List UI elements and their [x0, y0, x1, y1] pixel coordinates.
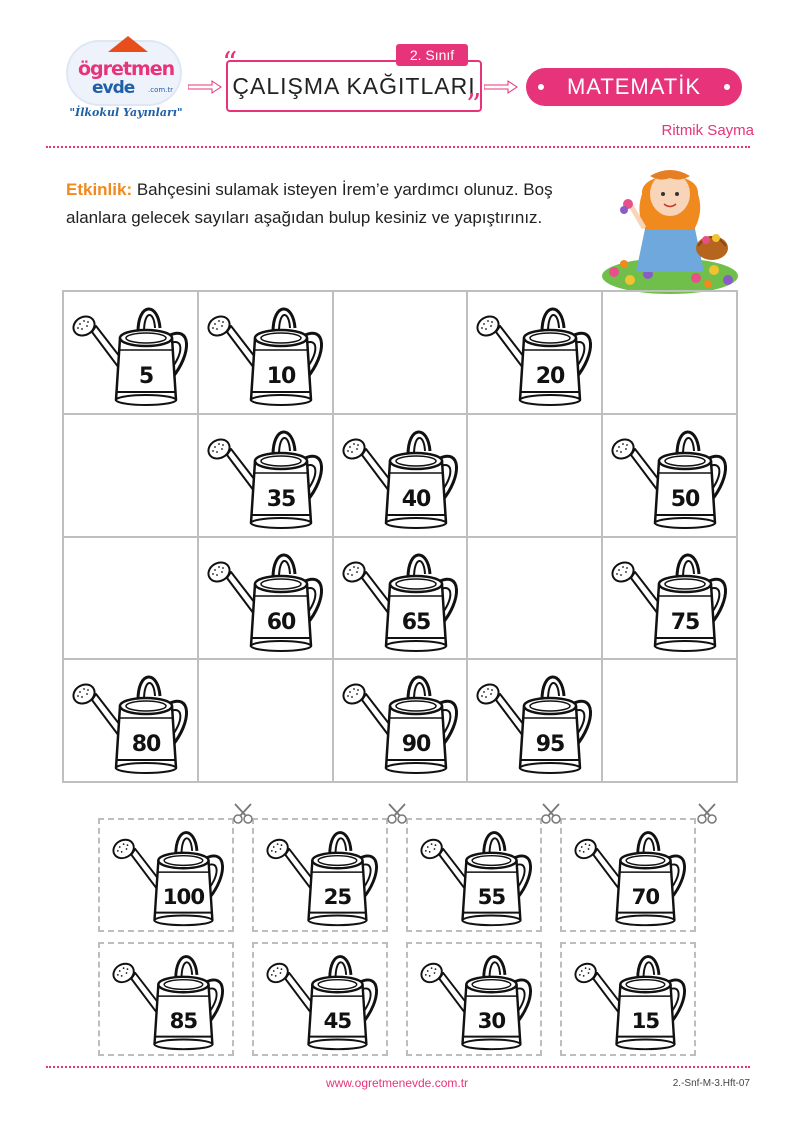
grid-cell — [198, 537, 333, 660]
cutout-card[interactable] — [560, 942, 696, 1056]
arrow-right-icon — [188, 80, 222, 94]
watering-can-icon — [106, 944, 230, 1054]
quote-open-icon: “ — [222, 46, 238, 81]
subject-label: MATEMATİK — [566, 74, 702, 99]
cutout-card[interactable] — [406, 942, 542, 1056]
watering-can-icon — [203, 296, 327, 410]
watering-can-icon — [68, 296, 192, 410]
can-number: 70 — [631, 884, 660, 910]
girl-with-flowers-illustration — [600, 164, 740, 296]
watering-can-icon — [338, 542, 462, 656]
can-number: 60 — [266, 609, 296, 635]
can-number: 30 — [477, 1008, 506, 1034]
website-link[interactable]: www.ogretmenevde.com.tr — [325, 1076, 469, 1090]
bullet-icon — [538, 84, 544, 90]
bullet-icon — [724, 84, 730, 90]
can-number: 45 — [323, 1008, 352, 1034]
number-sequence-grid — [62, 290, 738, 783]
grid-cell — [63, 291, 198, 414]
subject-badge — [526, 68, 742, 106]
empty-grid-cell[interactable] — [333, 291, 468, 414]
can-number: 80 — [131, 732, 161, 758]
empty-grid-cell[interactable] — [602, 291, 737, 414]
logo-roof — [108, 36, 148, 52]
empty-grid-cell[interactable] — [63, 414, 198, 537]
topic-label: Ritmik Sayma — [661, 122, 754, 139]
grid-cell — [467, 291, 602, 414]
grid-cell — [198, 291, 333, 414]
quote-close-icon: ” — [466, 88, 482, 123]
empty-grid-cell[interactable] — [63, 537, 198, 660]
grid-cell — [602, 414, 737, 537]
grid-cell — [602, 537, 737, 660]
cutout-card[interactable] — [252, 818, 388, 932]
can-number: 95 — [536, 732, 565, 758]
arrow-right-icon — [484, 80, 518, 94]
empty-grid-cell[interactable] — [198, 659, 333, 782]
publisher-logo — [64, 36, 186, 128]
can-number: 90 — [401, 732, 430, 758]
can-number: 10 — [266, 364, 296, 389]
watering-can-icon — [260, 944, 384, 1054]
watering-can-icon — [472, 664, 596, 778]
can-number: 40 — [401, 486, 430, 512]
can-number: 25 — [323, 884, 352, 910]
watering-can-icon — [568, 820, 692, 930]
scissors-icon — [696, 802, 720, 824]
activity-instruction — [66, 176, 586, 232]
grid-cell — [333, 414, 468, 537]
can-number: 35 — [266, 486, 296, 512]
watering-can-icon — [414, 820, 538, 930]
watering-can-icon — [607, 542, 731, 656]
watering-can-icon — [68, 664, 192, 778]
grid-cell — [333, 537, 468, 660]
can-number: 5 — [138, 364, 154, 389]
cutout-card[interactable] — [252, 942, 388, 1056]
logo-tagline: "İlkokul Yayınları" — [69, 106, 183, 119]
watering-can-icon — [106, 820, 230, 930]
can-number: 55 — [477, 884, 506, 910]
grid-cell — [333, 659, 468, 782]
empty-grid-cell[interactable] — [467, 537, 602, 660]
watering-can-icon — [472, 296, 596, 410]
logo-domain: .com.tr — [148, 86, 174, 94]
can-number: 20 — [536, 364, 565, 389]
watering-can-icon — [203, 542, 327, 656]
cutout-card[interactable] — [98, 818, 234, 932]
can-number: 100 — [162, 884, 205, 910]
can-number: 75 — [670, 609, 700, 635]
footer-divider — [46, 1066, 750, 1068]
logo-sub-text: evde — [92, 78, 135, 98]
grid-cell — [467, 659, 602, 782]
watering-can-icon — [260, 820, 384, 930]
worksheet-title-box — [226, 60, 482, 112]
grade-badge: 2. Sınıf — [396, 44, 468, 66]
can-number: 65 — [401, 609, 430, 635]
watering-can-icon — [338, 419, 462, 533]
logo-main-text: ögretmen — [78, 58, 175, 80]
watering-can-icon — [414, 944, 538, 1054]
watering-can-icon — [607, 419, 731, 533]
cutout-card[interactable] — [560, 818, 696, 932]
cutout-card[interactable] — [406, 818, 542, 932]
scissors-icon — [540, 802, 564, 824]
can-number: 85 — [169, 1008, 198, 1034]
worksheet-title: ÇALIŞMA KAĞITLARI — [232, 72, 476, 99]
watering-can-icon — [568, 944, 692, 1054]
scissors-icon — [232, 802, 256, 824]
scissors-icon — [386, 802, 410, 824]
header-divider — [46, 146, 750, 148]
cutout-card[interactable] — [98, 942, 234, 1056]
can-number: 50 — [670, 486, 700, 512]
empty-grid-cell[interactable] — [602, 659, 737, 782]
watering-can-icon — [338, 664, 462, 778]
grid-cell — [63, 659, 198, 782]
grid-cell — [198, 414, 333, 537]
empty-grid-cell[interactable] — [467, 414, 602, 537]
activity-label: Etkinlik: — [66, 180, 133, 199]
worksheet-code: 2.-Snf-M-3.Hft-07 — [672, 1078, 750, 1089]
watering-can-icon — [203, 419, 327, 533]
activity-text: Bahçesini sulamak isteyen İrem’e yardımcı olunuz. Boş alanlara gelecek sayıları aşağıdan bulup kesiniz ve yapıştırınız. — [66, 180, 553, 227]
can-number: 15 — [631, 1008, 660, 1034]
